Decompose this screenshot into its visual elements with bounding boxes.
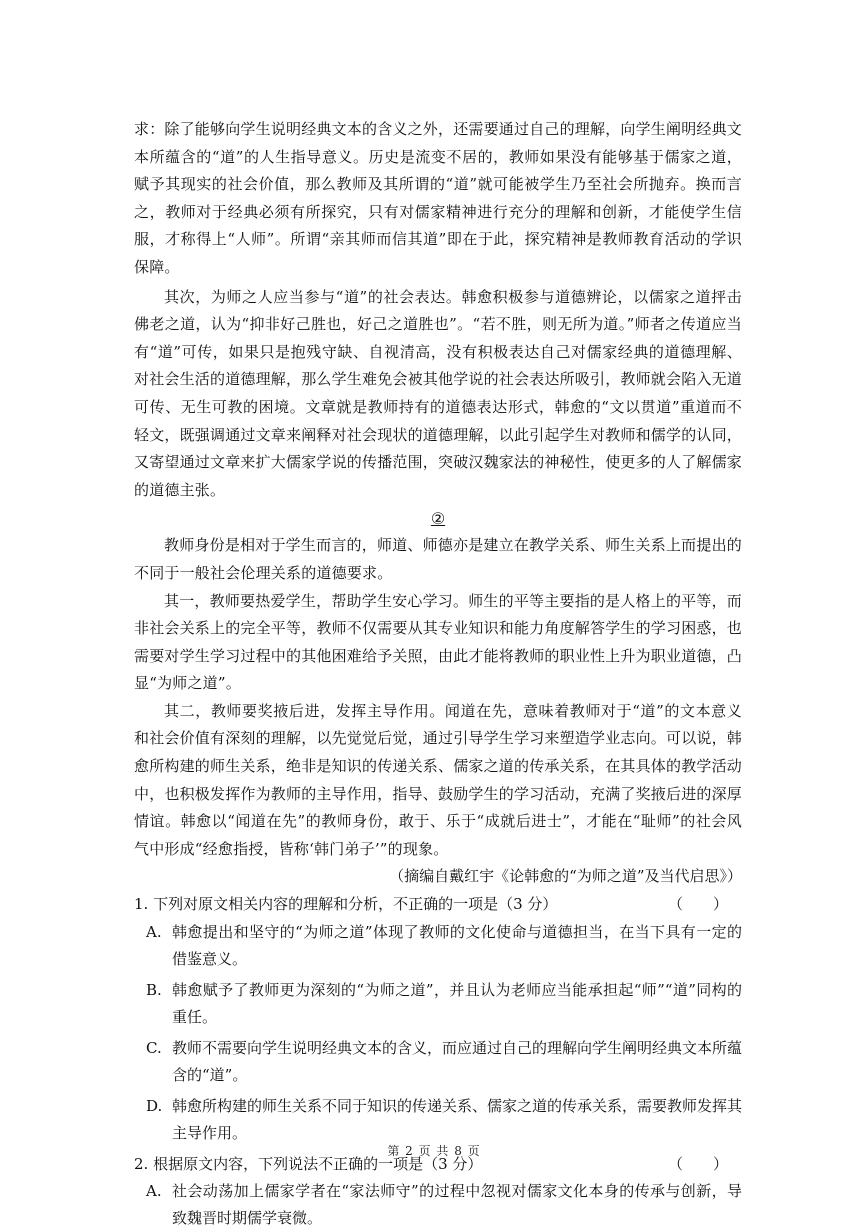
paragraph-3: 教师身份是相对于学生而言的，师道、师德亦是建立在教学关系、师生关系上而提出的不同于一般社会伦理关系的道德要求。: [134, 536, 742, 582]
question-1-option-b: [134, 977, 742, 1031]
paragraph-5: 其二，教师要奖掖后进，发挥主导作用。闻道在先，意味着教师对于“道”的文本意义和社会价值有深刻的理解，以先觉觉后觉，通过引导学生学习来塑造学业志向。可以说，韩愈所构建的师生关系，绝非是知识的传递关系、儒家之道的传承关系，在其具体的教学活动中，也积极发挥作为教师的主导作用，指导、鼓励学生的学习活动，充满了奖掖后进的深厚情谊。韩愈以“闻道在先”的教师身份，敢于、乐于“成就后进士”，才能在“耻师”的社会风气中形成“经愈指授，皆称‘韩门弟子’”的现象。: [134, 701, 743, 858]
option-text: 社会动荡加上儒家学者在“家法师守”的过程中忽视对儒家文化本身的传承与创新，导致魏晋时期儒学衰微。: [172, 1182, 742, 1227]
question-text: 2. 根据原文内容，下列说法不正确的一项是（3 分）: [134, 1154, 483, 1173]
answer-bracket: （ ）: [667, 895, 728, 914]
option-letter: D.: [146, 1096, 163, 1115]
paragraph-1: 求：除了能够向学生说明经典文本的含义之外，还需要通过自己的理解，向学生阐明经典文本所蕴含的“道”的人生指导意义。历史是流变不居的，教师如果没有能够基于儒家之道，赋予其现实的社会价值，那么教师及其所谓的“道”就可能被学生乃至社会所抛弃。换而言之，教师对于经典必须有所探究，只有对儒家精神进行充分的理解和创新，才能使学生信服，才称得上“人师”。所谓“亲其师而信其道”即在于此，探究精神是教师教育活动的学识保障。: [134, 120, 743, 276]
option-letter: C.: [146, 1038, 162, 1057]
question-text: 1. 下列对原文相关内容的理解和分析，不正确的一项是（3 分）: [134, 895, 558, 914]
option-letter: A.: [146, 922, 162, 941]
question-2-option-a: [134, 1178, 742, 1227]
option-text: 韩愈所构建的师生关系不同于知识的传递关系、儒家之道的传承关系，需要教师发挥其主导作用。: [172, 1096, 743, 1142]
paragraph-2: 其次，为师之人应当参与“道”的社会表达。韩愈积极参与道德辨论，以儒家之道抨击佛老之道，认为“抑非好己胜也，好己之道胜也”。“若不胜，则无所为道。”师者之传道应当有“道”可传，如果只是抱残守缺、自视清高，没有积极表达自己对儒家经典的道德理解、对社会生活的道德理解，那么学生难免会被其他学说的社会表达所吸引，教师就会陷入无道可传、无生可教的困境。文章就是教师持有的道德表达形式，韩愈的“文以贯道”重道而不轻文，既强调通过文章来阐释对社会现状的道德理解，以此引起学生对教师和儒学的认同，又寄望通过文章来扩大儒家学说的传播范围，突破汉魏家法的神秘性，使更多的人了解儒家的道德主张。: [134, 287, 743, 499]
option-text: 韩愈赋予了教师更为深刻的“为师之道”，并且认为老师应当能承担起“师”“道”同构的重任。: [172, 980, 742, 1026]
question-1-option-a: [134, 919, 742, 973]
page-footer: 第 2 页 共 8 页: [387, 1144, 481, 1158]
question-1-option-d: [134, 1093, 742, 1147]
paragraph-4: 其一，教师要热爱学生，帮助学生安心学习。师生的平等主要指的是人格上的平等，而非社会关系上的完全平等，教师不仅需要从其专业知识和能力角度解答学生的学习困惑，也需要对学生学习过程中的其他困难给予关照，由此才能将教师的职业性上升为职业道德，凸显“为师之道”。: [134, 591, 743, 693]
source-citation: （摘编自戴红宇《论韩愈的“为师之道”及当代启思》）: [389, 867, 742, 886]
document-page: [134, 116, 742, 1227]
option-text: 教师不需要向学生说明经典文本的含义，而应通过自己的理解向学生阐明经典文本所蕴含的“道”。: [172, 1038, 743, 1084]
question-1-stem: [134, 891, 742, 919]
section-marker: ②: [430, 509, 446, 529]
question-1-option-c: [134, 1035, 742, 1089]
option-text: 韩愈提出和坚守的“为师之道”体现了教师的文化使命与道德担当，在当下具有一定的借鉴意义。: [172, 922, 742, 968]
option-letter: A.: [146, 1182, 162, 1201]
option-letter: B.: [146, 980, 162, 999]
answer-bracket: （ ）: [667, 1154, 728, 1173]
